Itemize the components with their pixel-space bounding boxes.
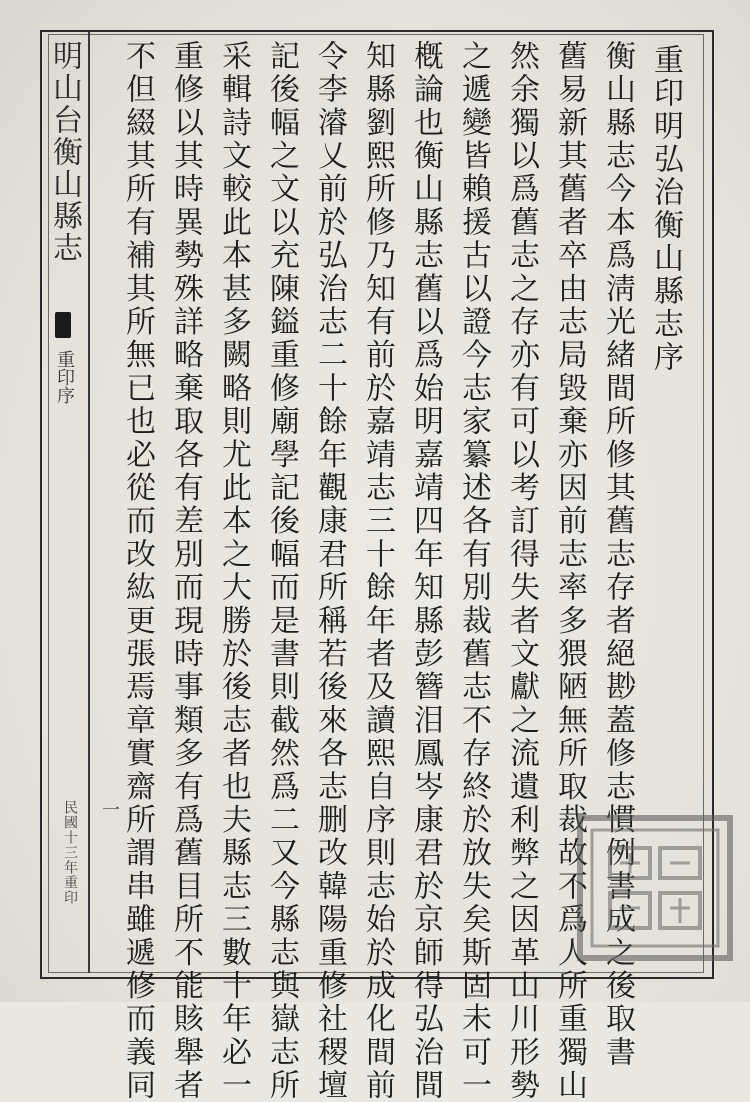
text-column-2: 舊易新其舊者卒由志局毀棄亦因前志率多猥陋無所取裁故不爲人所重獨山 <box>552 40 587 1102</box>
text-column-9: 采輯詩文較此本甚多闕略則尤此本之大勝於後志者也夫縣志三數十年必一 <box>216 40 251 1102</box>
text-column-4: 之遞變皆賴援古以證今志家纂述各有別裁舊志不存終於放失矣斯固未可一 <box>456 40 491 1102</box>
spine-divider <box>88 32 90 973</box>
preface-title: 重印明弘治衡山縣志序 <box>648 44 683 374</box>
text-column-5: 槪論也衡山縣志舊以爲始明嘉靖四年知縣彭簪泪鳳岑康君於京師得弘治間 <box>408 40 443 1102</box>
spine-block-mark <box>55 312 71 338</box>
spine-section-label: 重印序 <box>54 350 75 404</box>
spine-book-title: 明山台衡山縣志 <box>47 40 82 264</box>
text-column-1: 衡山縣志今本爲淸光緒間所修其舊志存者絕尠蓋修志慣例書成之後取書 <box>600 40 635 1070</box>
text-column-3: 然余獨以爲舊志之存亦有可以考訂得失者文獻之流遺利弊之因革山川形勢 <box>504 40 539 1102</box>
page-number: 一 <box>99 800 120 819</box>
text-column-11: 不但綴其所有補其所無已也必從而改紘更張焉章實齋所謂串雖遞修而義同 <box>120 40 155 1102</box>
spine-bottom-note: 民國十三年重印 <box>62 800 78 905</box>
seal-stamp <box>560 808 740 968</box>
text-column-6: 知縣劉熙所修乃知有前於嘉靖志三十餘年者及讀熙自序則志始於成化間前 <box>360 40 395 1102</box>
text-column-10: 重修以其時異勢殊詳略棄取各有差別而現時事類多有爲舊目所不能賅舉者 <box>168 40 203 1102</box>
text-column-8: 記後幅之文以充陳鎰重修廟學記後幅而是書則截然爲二又今縣志與嶽志所 <box>264 40 299 1102</box>
text-column-7: 令李濬乂前於弘治志二十餘年觀康君所稱若後來各志删改韓陽重修社稷壇 <box>312 40 347 1102</box>
